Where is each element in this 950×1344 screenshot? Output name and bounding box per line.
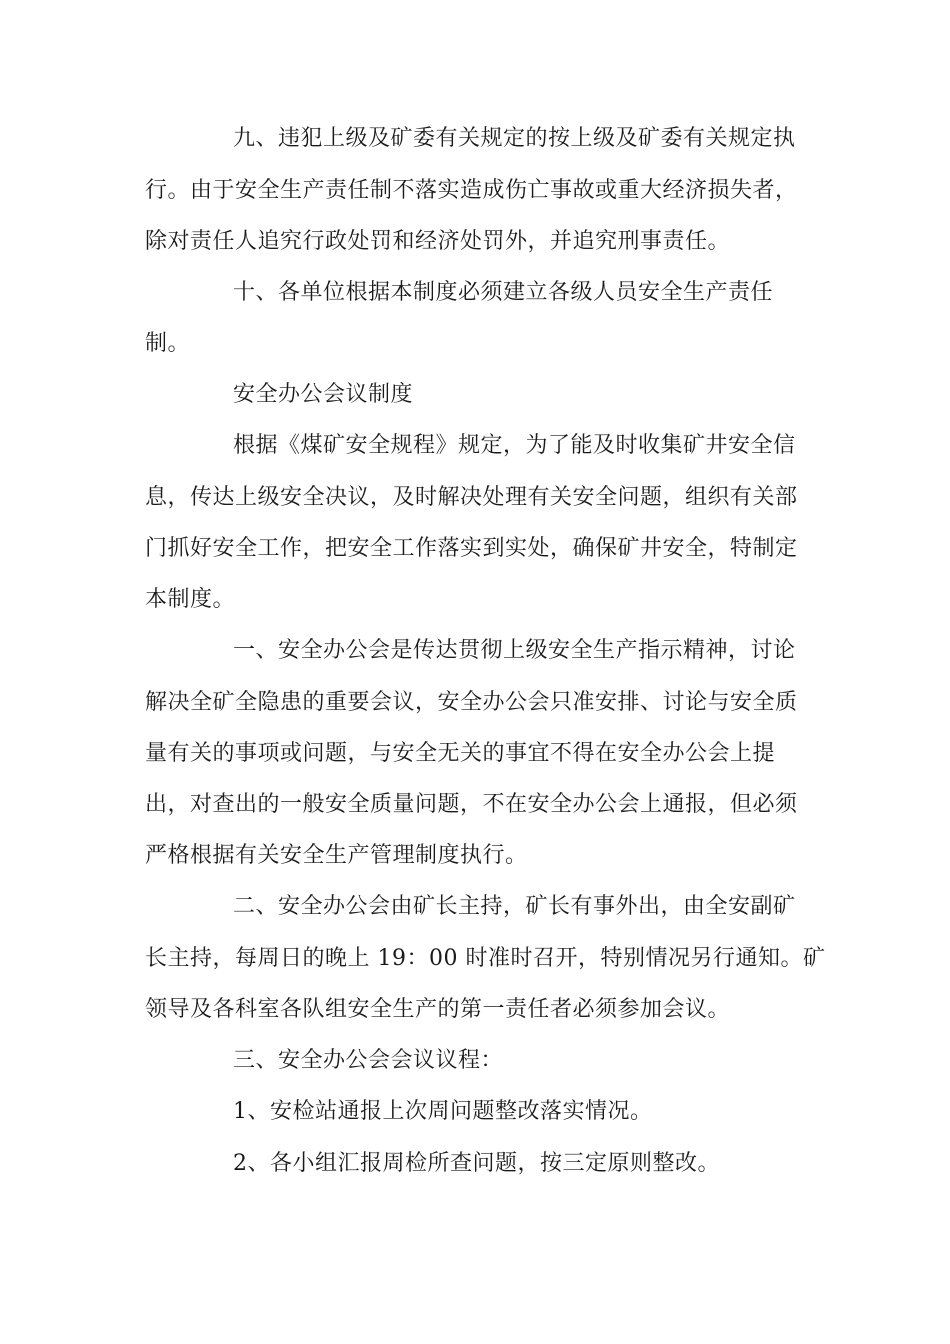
paragraph-10-line-2: 制。: [145, 331, 191, 356]
item-2-line-3: 领导及各科室各队组安全生产的第一责任者必须参加会议。: [145, 997, 731, 1022]
item-3-heading: 三、安全办公会会议议程：: [233, 1048, 504, 1073]
intro-line-3: 门抓好安全工作，把安全工作落实到实处，确保矿井安全，特制定: [145, 536, 798, 561]
intro-line-2: 息，传达上级安全决议，及时解决处理有关安全问题，组织有关部: [145, 485, 798, 510]
item-1-line-4: 出，对查出的一般安全质量问题，不在安全办公会上通报，但必须: [145, 792, 798, 817]
item-1-line-3: 量有关的事项或问题，与安全无关的事宜不得在安全办公会上提: [145, 741, 776, 766]
paragraph-9-line-3: 除对责任人追究行政处罚和经济处罚外，并追究刑事责任。: [145, 229, 731, 254]
agenda-item-2: 2、各小组汇报周检所查问题，按三定原则整改。: [233, 1151, 720, 1176]
paragraph-9-line-2: 行。由于安全生产责任制不落实造成伤亡事故或重大经济损失者，: [145, 178, 798, 203]
intro-line-4: 本制度。: [145, 587, 236, 612]
paragraph-10-line-1: 十、各单位根据本制度必须建立各级人员安全生产责任: [233, 280, 774, 305]
agenda-item-1: 1、安检站通报上次周问题整改落实情况。: [233, 1099, 653, 1124]
section-heading: 安全办公会议制度: [233, 382, 414, 407]
paragraph-9-line-1: 九、违犯上级及矿委有关规定的按上级及矿委有关规定执: [233, 126, 796, 151]
item-2-line-1: 二、安全办公会由矿长主持，矿长有事外出，由全安副矿: [233, 894, 796, 919]
item-2-line-2: 长主持，每周日的晚上 19：00 时准时召开，特别情况另行通知。矿: [145, 946, 826, 971]
item-1-line-1: 一、安全办公会是传达贯彻上级安全生产指示精神，讨论: [233, 638, 796, 663]
item-1-line-5: 严格根据有关安全生产管理制度执行。: [145, 843, 528, 868]
intro-line-1: 根据《煤矿安全规程》规定，为了能及时收集矿井安全信: [233, 433, 796, 458]
item-1-line-2: 解决全矿全隐患的重要会议，安全办公会只准安排、讨论与安全质: [145, 690, 798, 715]
